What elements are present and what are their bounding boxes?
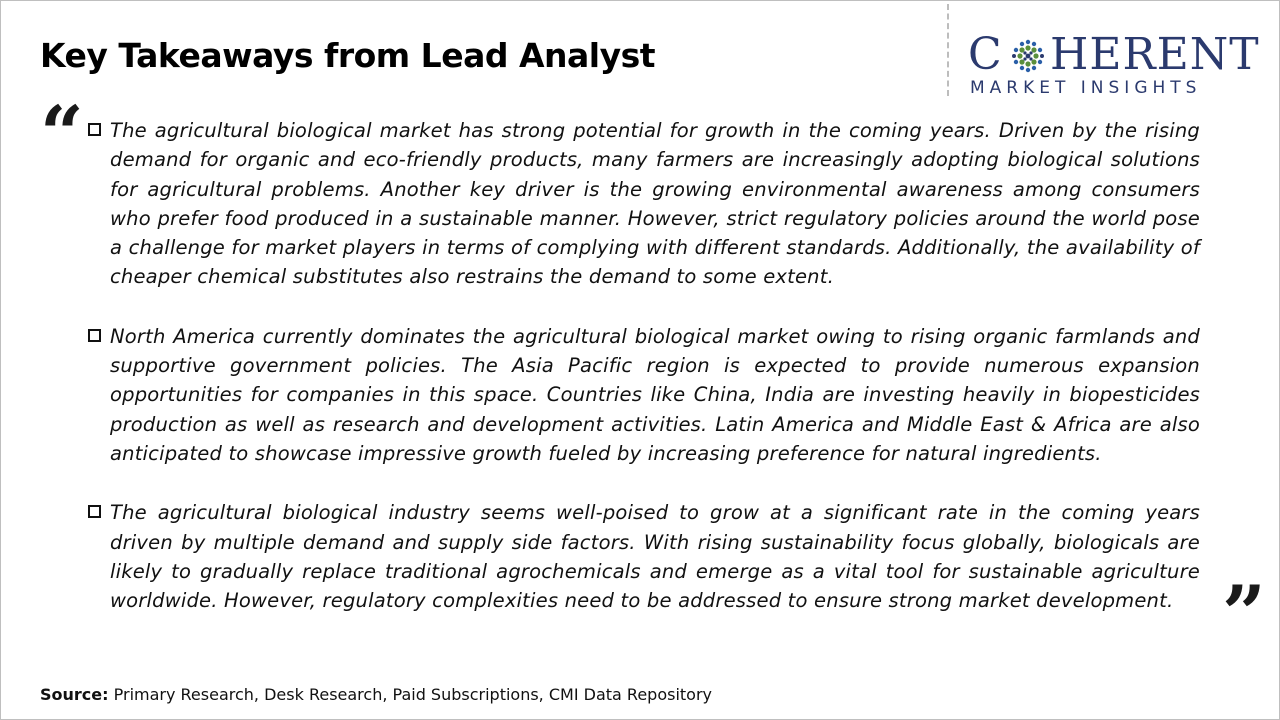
takeaway-item: [86, 322, 1200, 468]
takeaway-item: [86, 116, 1200, 292]
source-label: Source:: [40, 685, 109, 704]
quote-close-icon: ”: [1222, 569, 1266, 658]
logo-wordmark: [968, 29, 1260, 80]
source-text: Primary Research, Desk Research, Paid Subscriptions, CMI Data Repository: [108, 685, 712, 704]
takeaway-text: The agricultural biological market has strong potential for growth in the coming years. Driven by the rising demand for organic and eco-friendly products, many farmers are increasingly adopting biological solutions for agricultural problems. Another key driver is the growing environmental awareness among consumers who prefer food produced in a sustainable manner. However, strict regulatory policies around the world pose a challenge for market players in terms of complying with different standards. Additionally, the availability of cheaper chemical substitutes also restrains the demand to some extent.: [110, 119, 1200, 289]
quote-open-icon: “: [40, 89, 84, 178]
logo-divider: [947, 4, 949, 96]
logo-tagline: MARKET INSIGHTS: [970, 78, 1202, 98]
page-title: Key Takeaways from Lead Analyst: [40, 36, 655, 75]
source-note: [40, 685, 712, 704]
logo-letters-rest: HERENT: [1050, 29, 1260, 80]
takeaway-text: North America currently dominates the agricultural biological market owing to rising organic farmlands and supportive government policies. The Asia Pacific region is expected to provide numerous expansion opportunities for companies in this space. Countries like China, India are investing heavily in biopesticides production as well as research and development activities. Latin America and Middle East & Africa are also anticipated to showcase impressive growth fueled by increasing preference for natural ingredients.: [110, 324, 1200, 465]
takeaway-text: The agricultural biological industry seems well-poised to grow at a significant rate in the coming years driven by multiple demand and supply side factors. With rising sustainability focus globally, biologicals are likely to gradually replace traditional agrochemicals and emerge as a vital tool for sustainable agriculture worldwide. However, regulatory complexities need to be addressed to ensure strong market development.: [110, 501, 1200, 613]
globe-icon: [1008, 36, 1048, 76]
checkbox-bullet-icon: [88, 123, 101, 136]
checkbox-bullet-icon: [88, 329, 101, 342]
company-logo: [968, 30, 1263, 100]
takeaways-list: [86, 116, 1200, 645]
logo-letter-c: C: [968, 29, 1003, 80]
checkbox-bullet-icon: [88, 505, 101, 518]
takeaway-item: [86, 498, 1200, 615]
